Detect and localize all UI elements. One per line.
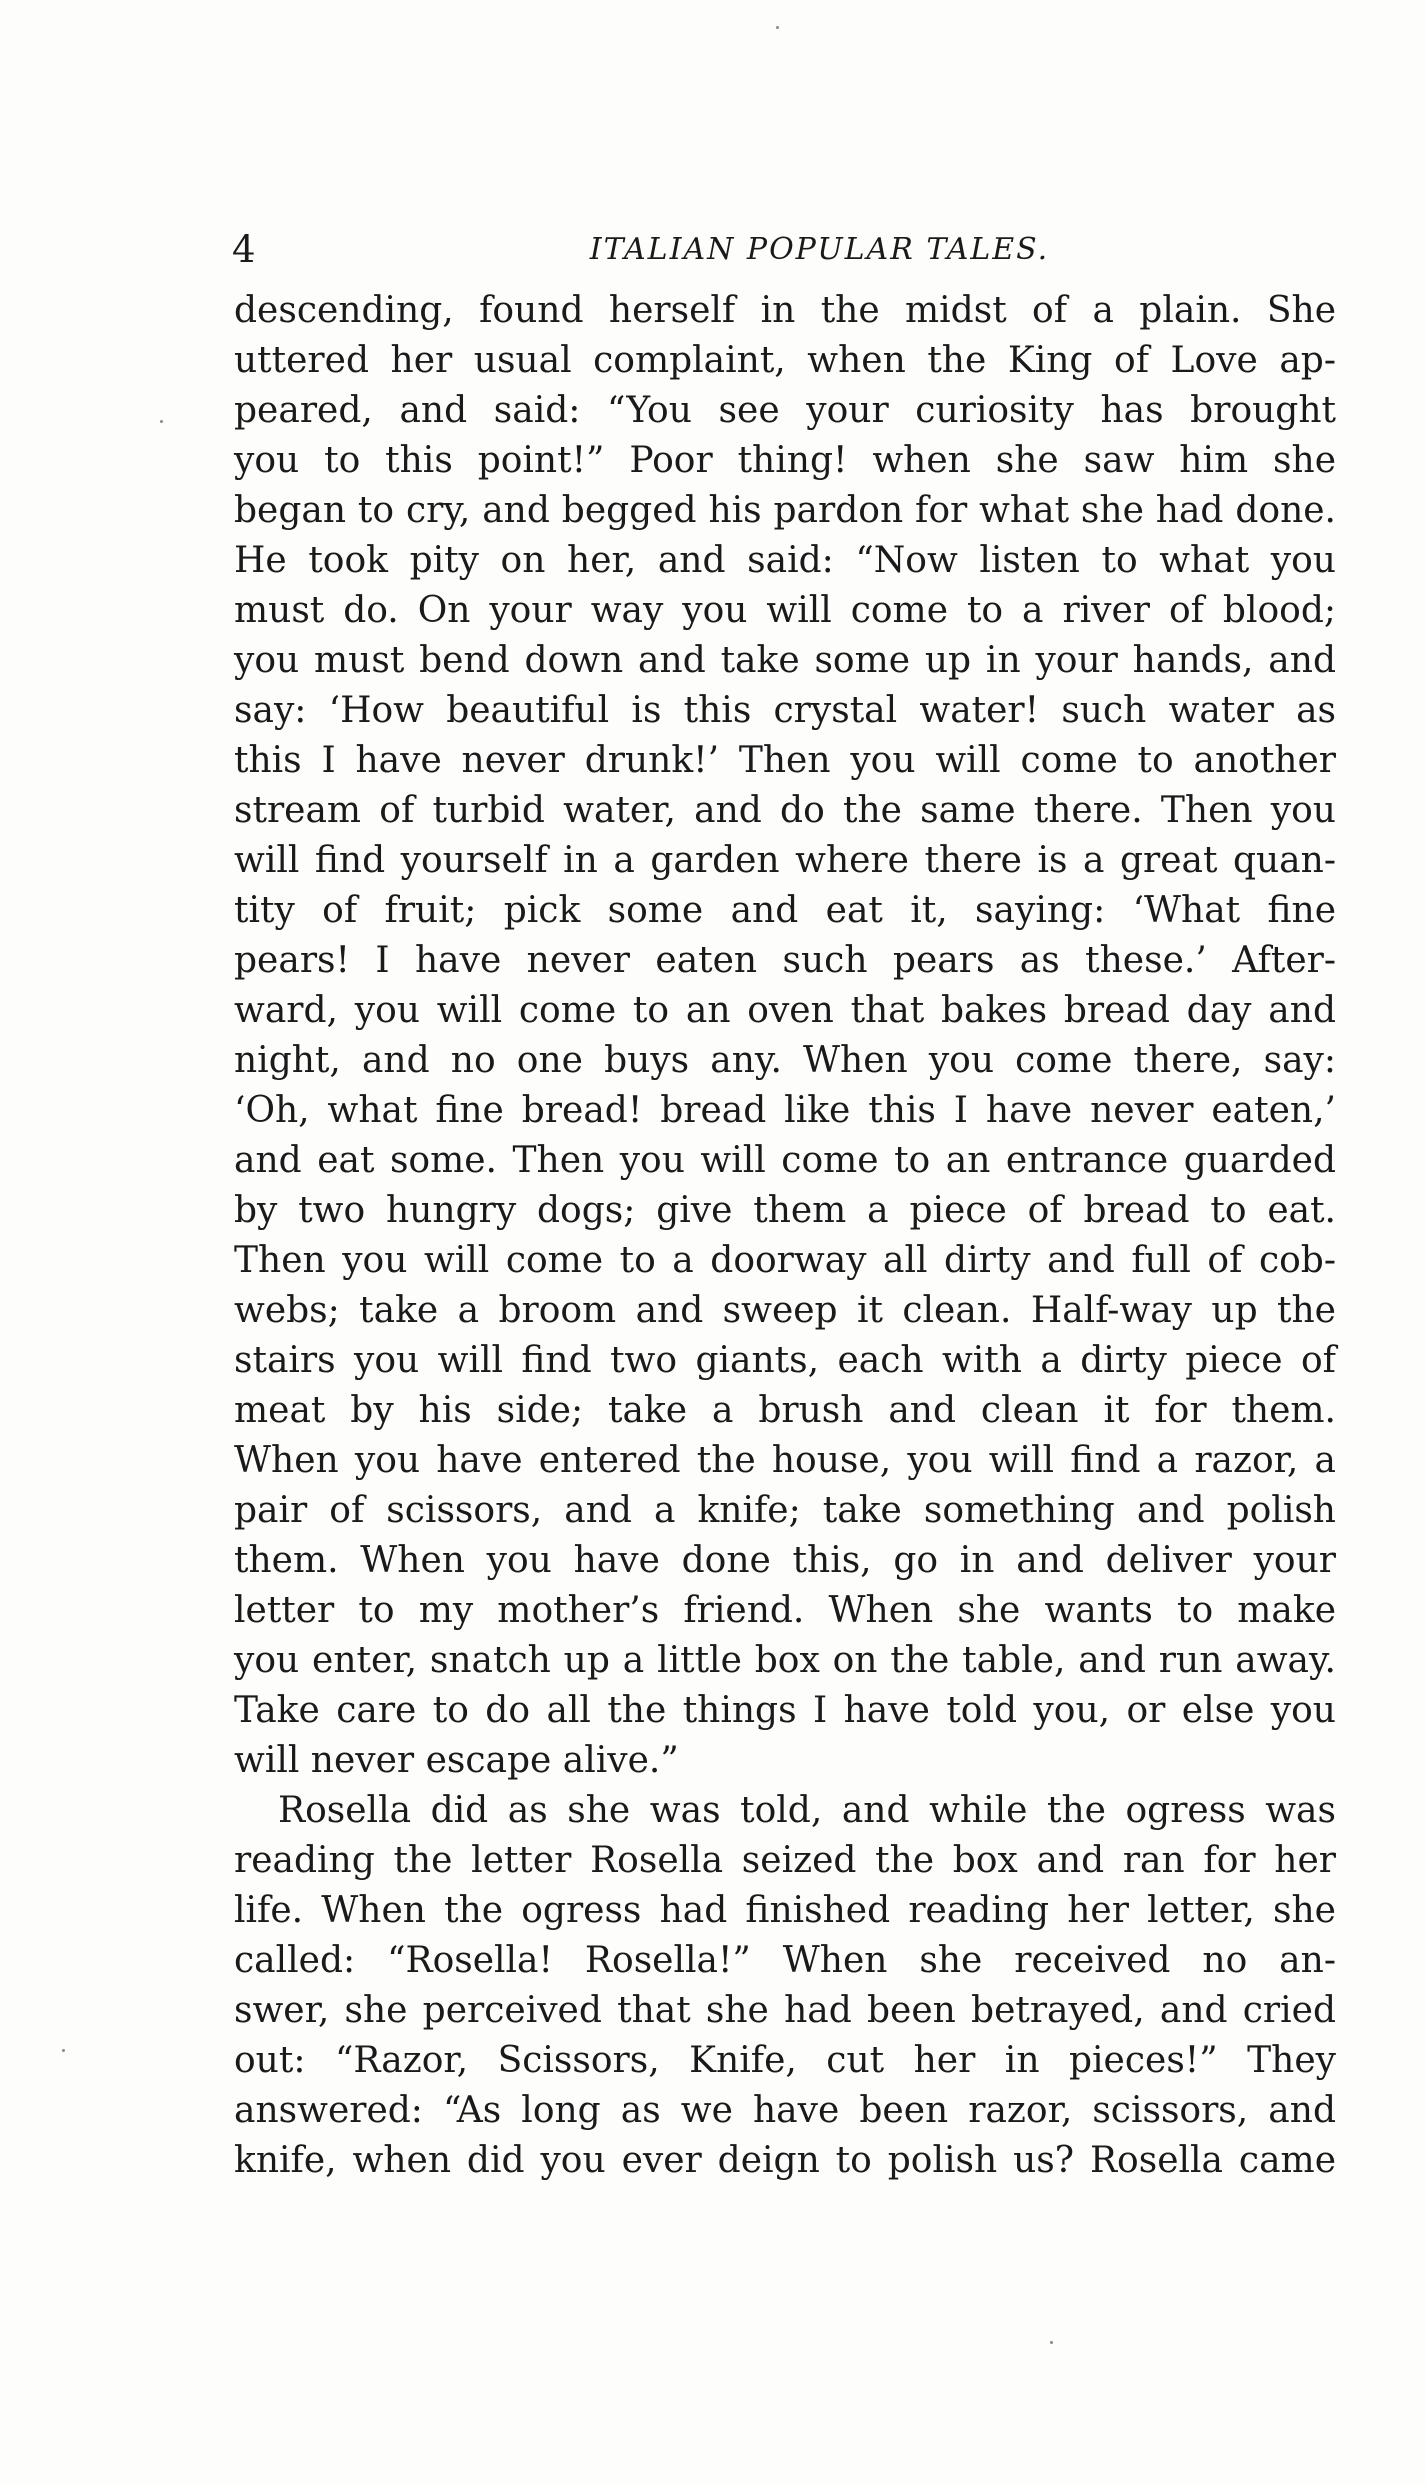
running-title: ITALIAN POPULAR TALES. (589, 232, 1050, 267)
text-line: out: “Razor, Scissors, Knife, cut her in pieces!” They (234, 2040, 1336, 2081)
text-line: peared, and said: “You see your curiosity has brought (234, 390, 1336, 431)
text-line: swer, she perceived that she had been betrayed, and cried (234, 1990, 1336, 2031)
paper-speck (776, 26, 779, 29)
text-line: you to this point!” Poor thing! when she saw him she (234, 440, 1336, 481)
text-line: this I have never drunk!’ Then you will come to another (234, 740, 1336, 781)
text-line: descending, found herself in the midst of a plain. She (234, 290, 1336, 331)
text-line: Then you will come to a doorway all dirty and full of cob- (234, 1240, 1336, 1281)
text-line: must do. On your way you will come to a river of blood; (234, 590, 1336, 631)
paper-speck (1050, 2341, 1053, 2344)
paper-speck (62, 2049, 65, 2052)
paper-speck (160, 420, 163, 423)
text-line: night, and no one buys any. When you come there, say: (234, 1040, 1336, 1081)
text-line: He took pity on her, and said: “Now listen to what you (234, 540, 1336, 581)
text-line: by two hungry dogs; give them a piece of bread to eat. (234, 1190, 1336, 1231)
text-line: webs; take a broom and sweep it clean. Half-way up the (234, 1290, 1336, 1331)
text-line: Take care to do all the things I have told you, or else you (234, 1690, 1336, 1731)
text-line: will find yourself in a garden where there is a great quan- (234, 840, 1336, 881)
text-line: you enter, snatch up a little box on the table, and run away. (234, 1640, 1336, 1681)
text-line: knife, when did you ever deign to polish us? Rosella came (234, 2140, 1336, 2181)
text-line: meat by his side; take a brush and clean it for them. (234, 1390, 1336, 1431)
text-line: and eat some. Then you will come to an entrance guarded (234, 1140, 1336, 1181)
text-line: stairs you will find two giants, each with a dirty piece of (234, 1340, 1336, 1381)
text-line: When you have entered the house, you will find a razor, a (234, 1440, 1336, 1481)
page-body (234, 286, 1336, 2186)
text-line: pair of scissors, and a knife; take something and polish (234, 1490, 1336, 1531)
text-line: uttered her usual complaint, when the King of Love ap- (234, 340, 1336, 381)
text-line: will never escape alive.” (234, 1740, 679, 1781)
text-line: answered: “As long as we have been razor, scissors, and (234, 2090, 1336, 2131)
text-line: letter to my mother’s friend. When she wants to make (234, 1590, 1336, 1631)
text-line: life. When the ogress had finished reading her letter, she (234, 1890, 1336, 1931)
text-line: say: ‘How beautiful is this crystal water! such water as (234, 690, 1336, 731)
text-line: Rosella did as she was told, and while the ogress was (278, 1790, 1336, 1831)
paragraph (234, 286, 1336, 1786)
text-line: reading the letter Rosella seized the box and ran for her (234, 1840, 1336, 1881)
text-line: ward, you will come to an oven that bakes bread day and (234, 990, 1336, 1031)
text-line: called: “Rosella! Rosella!” When she received no an- (234, 1940, 1336, 1981)
text-line: stream of turbid water, and do the same there. Then you (234, 790, 1336, 831)
text-line: you must bend down and take some up in your hands, and (234, 640, 1336, 681)
text-line: ‘Oh, what fine bread! bread like this I have never eaten,’ (234, 1090, 1336, 1131)
page-header (232, 220, 1337, 280)
paragraph (234, 1786, 1336, 2186)
text-line: tity of fruit; pick some and eat it, saying: ‘What fine (234, 890, 1336, 931)
text-line: them. When you have done this, go in and deliver your (234, 1540, 1336, 1581)
text-line: pears! I have never eaten such pears as these.’ After- (234, 940, 1336, 981)
page-number: 4 (232, 228, 256, 271)
text-line: began to cry, and begged his pardon for what she had done. (234, 490, 1336, 531)
